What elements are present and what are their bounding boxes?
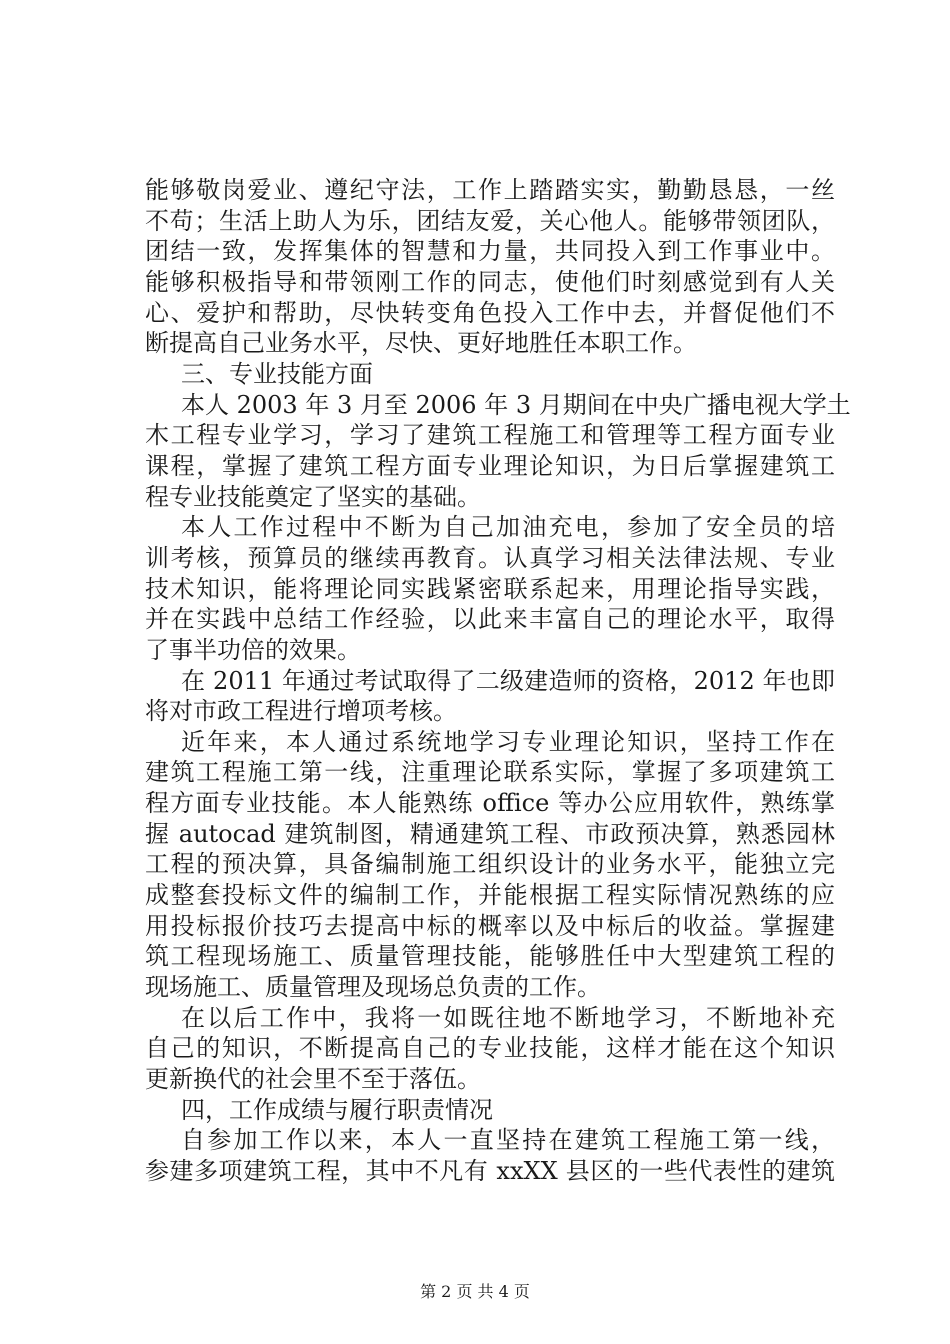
body-text-line: 在以后工作中，我将一如既往地不断地学习，不断地补充 [181, 1003, 835, 1032]
body-text-line: 并在实践中总结工作经验，以此来丰富自己的理论水平，取得 [145, 605, 835, 634]
body-text-line: 用投标报价技巧去提高中标的概率以及中标后的收益。掌握建 [145, 911, 835, 940]
body-text-line: 自己的知识，不断提高自己的专业技能，这样才能在这个知识 [145, 1034, 835, 1063]
body-text-line: 近年来，本人通过系统地学习专业理论知识，坚持工作在 [181, 727, 835, 756]
body-text-line: 断提高自己业务水平，尽快、更好地胜任本职工作。 [145, 329, 697, 358]
section-heading: 三、专业技能方面 [181, 359, 373, 388]
body-text-line: 不苟；生活上助人为乐，团结友爱，关心他人。能够带领团队， [145, 206, 835, 235]
body-text-line: 训考核，预算员的继续再教育。认真学习相关法律法规、专业 [145, 543, 835, 572]
body-text-line: 木工程专业学习，学习了建筑工程施工和管理等工程方面专业 [145, 421, 835, 450]
body-text-line: 将对市政工程进行增项考核。 [145, 697, 457, 726]
body-text-line: 建筑工程施工第一线，注重理论联系实际，掌握了多项建筑工 [145, 758, 835, 787]
section-heading: 四，工作成绩与履行职责情况 [181, 1095, 493, 1124]
body-text-line: 程方面专业技能。本人能熟练 office 等办公应用软件，熟练掌 [145, 789, 835, 818]
body-text-line: 课程，掌握了建筑工程方面专业理论知识，为日后掌握建筑工 [145, 451, 835, 480]
body-text-line: 现场施工、质量管理及现场总负责的工作。 [145, 973, 601, 1002]
body-text-line: 工程的预决算，具备编制施工组织设计的业务水平，能独立完 [145, 850, 835, 879]
body-text-line: 团结一致，发挥集体的智慧和力量，共同投入到工作事业中。 [145, 237, 835, 266]
body-text-line: 握 autocad 建筑制图，精通建筑工程、市政预决算，熟悉园林 [145, 819, 835, 848]
body-text-line: 成整套投标文件的编制工作，并能根据工程实际情况熟练的应 [145, 881, 835, 910]
body-text-line: 在 2011 年通过考试取得了二级建造师的资格，2012 年也即 [181, 666, 835, 695]
page-footer: 第 2 页 共 4 页 [420, 1282, 530, 1301]
body-text-line: 参建多项建筑工程，其中不凡有 xxXX 县区的一些代表性的建筑 [145, 1157, 835, 1185]
body-text-line: 了事半功倍的效果。 [145, 635, 361, 664]
body-text-line: 本人 2003 年 3 月至 2006 年 3 月期间在中央广播电视大学土 [181, 390, 851, 419]
body-text-line: 技术知识，能将理论同实践紧密联系起来，用理论指导实践， [145, 574, 835, 603]
body-text-line: 筑工程现场施工、质量管理技能，能够胜任中大型建筑工程的 [145, 942, 835, 971]
body-text-line: 心、爱护和帮助，尽快转变角色投入工作中去，并督促他们不 [145, 298, 835, 327]
body-text-line: 本人工作过程中不断为自己加油充电，参加了安全员的培 [181, 513, 835, 542]
body-text-line: 自参加工作以来，本人一直坚持在建筑工程施工第一线， [181, 1126, 835, 1155]
body-text-line: 程专业技能奠定了坚实的基础。 [145, 482, 481, 511]
body-text-line: 能够积极指导和带领刚工作的同志，使他们时刻感觉到有人关 [145, 267, 835, 296]
body-text-line: 更新换代的社会里不至于落伍。 [145, 1065, 481, 1094]
body-text-line: 能够敬岗爱业、遵纪守法，工作上踏踏实实，勤勤恳恳，一丝 [145, 176, 835, 204]
